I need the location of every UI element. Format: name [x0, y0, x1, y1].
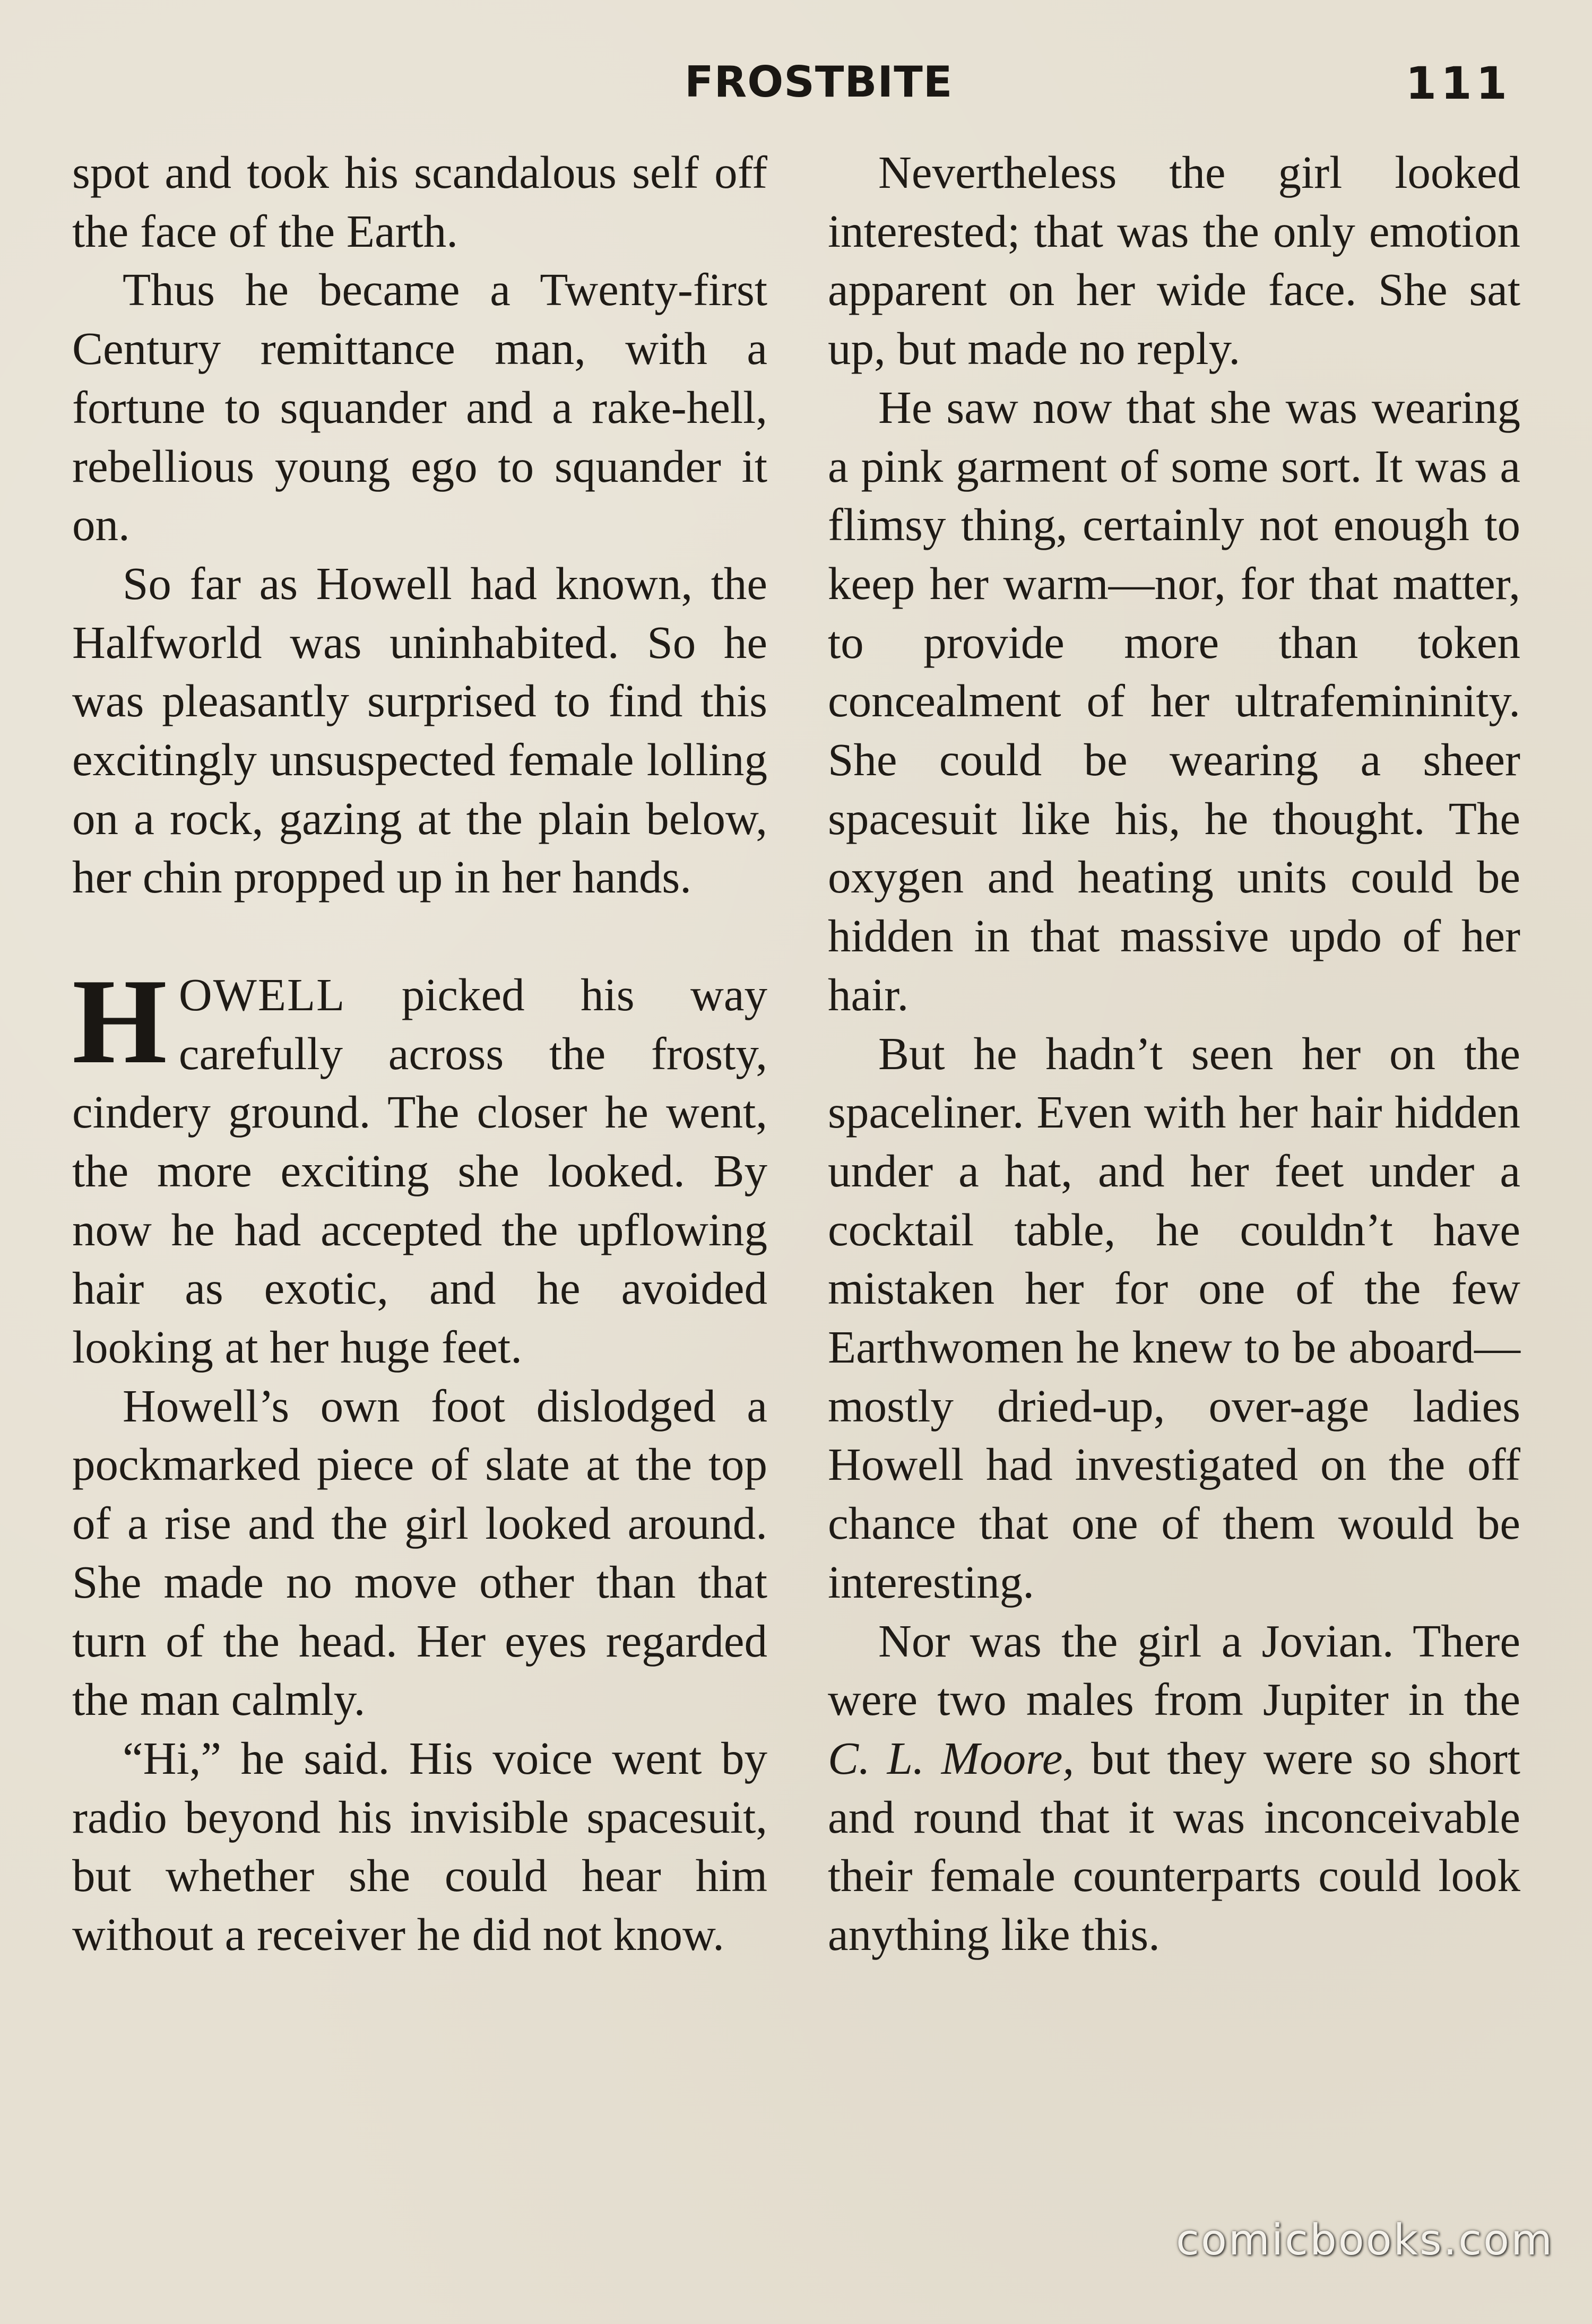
opening-word: OWELL	[178, 968, 346, 1020]
paragraph: Thus he became a Twenty-first Century remittance man, with a fortune to squander and a rake-hell, rebellious young ego to squander it on.	[72, 264, 767, 551]
paragraph-text: but they were so short and round that it was inconceivable their female counterparts could look anything like this.	[828, 1732, 1520, 1961]
paragraph: spot and took his scandalous self off the face of the Earth.	[72, 146, 767, 257]
running-header	[0, 57, 1592, 116]
ship-name: C. L. Moore,	[828, 1732, 1075, 1784]
section-opening-paragraph	[72, 953, 767, 1377]
paragraph: So far as Howell had known, the Halfworld was uninhabited. So he was pleasantly surprised to find this excitingly unsuspected female lolling on a rock, gazing at the plain below, her chin propped up in her hands.	[72, 557, 767, 903]
paragraph	[828, 1612, 1520, 1964]
paragraph: Howell’s own foot dislodged a pockmarked piece of slate at the top of a rise and the girl looked around. She made no move other than that turn of the head. Her eyes regarded the man calmly.	[72, 1380, 767, 1725]
paragraph: Nevertheless the girl looked interested; that was the only emotion apparent on her wide face. She sat up, but made no reply.	[828, 146, 1520, 375]
drop-cap-letter: H	[72, 953, 167, 1089]
left-column	[72, 143, 767, 1964]
page-number: 111	[1405, 57, 1511, 109]
right-column	[828, 143, 1520, 1964]
paragraph-text: Nor was the girl a Jovian. There were two males from Jupiter in the	[828, 1615, 1520, 1725]
paragraph-text: picked his way carefully across the frosty, cindery ground. The closer he went, the more exciting she looked. By now he had accepted the upflowing hair as exotic, and he avoided looking at her huge feet.	[72, 968, 767, 1373]
paragraph: But he hadn’t seen her on the spaceliner. Even with her hair hidden under a hat, and her feet under a cocktail table, he couldn’t have mistaken her for one of the few Earthwomen he knew to be aboard—mostly dried-up, over-age ladies Howell had investigated on the off chance that one of them would be interesting.	[828, 1027, 1520, 1608]
paragraph: He saw now that she was wearing a pink garment of some sort. It was a flimsy thing, certainly not enough to keep her warm—nor, for that matter, to provide more than token concealment of her ultrafemininity. She could be wearing a sheer spacesuit like his, he thought. The oxygen and heating units could be hidden in that massive updo of her hair.	[828, 381, 1520, 1020]
paragraph: “Hi,” he said. His voice went by radio beyond his invisible spacesuit, but whether she could hear him without a receiver he did not know.	[72, 1732, 767, 1961]
story-title: FROSTBITE	[685, 57, 953, 107]
source-watermark: comicbooks.com	[1175, 2215, 1554, 2265]
